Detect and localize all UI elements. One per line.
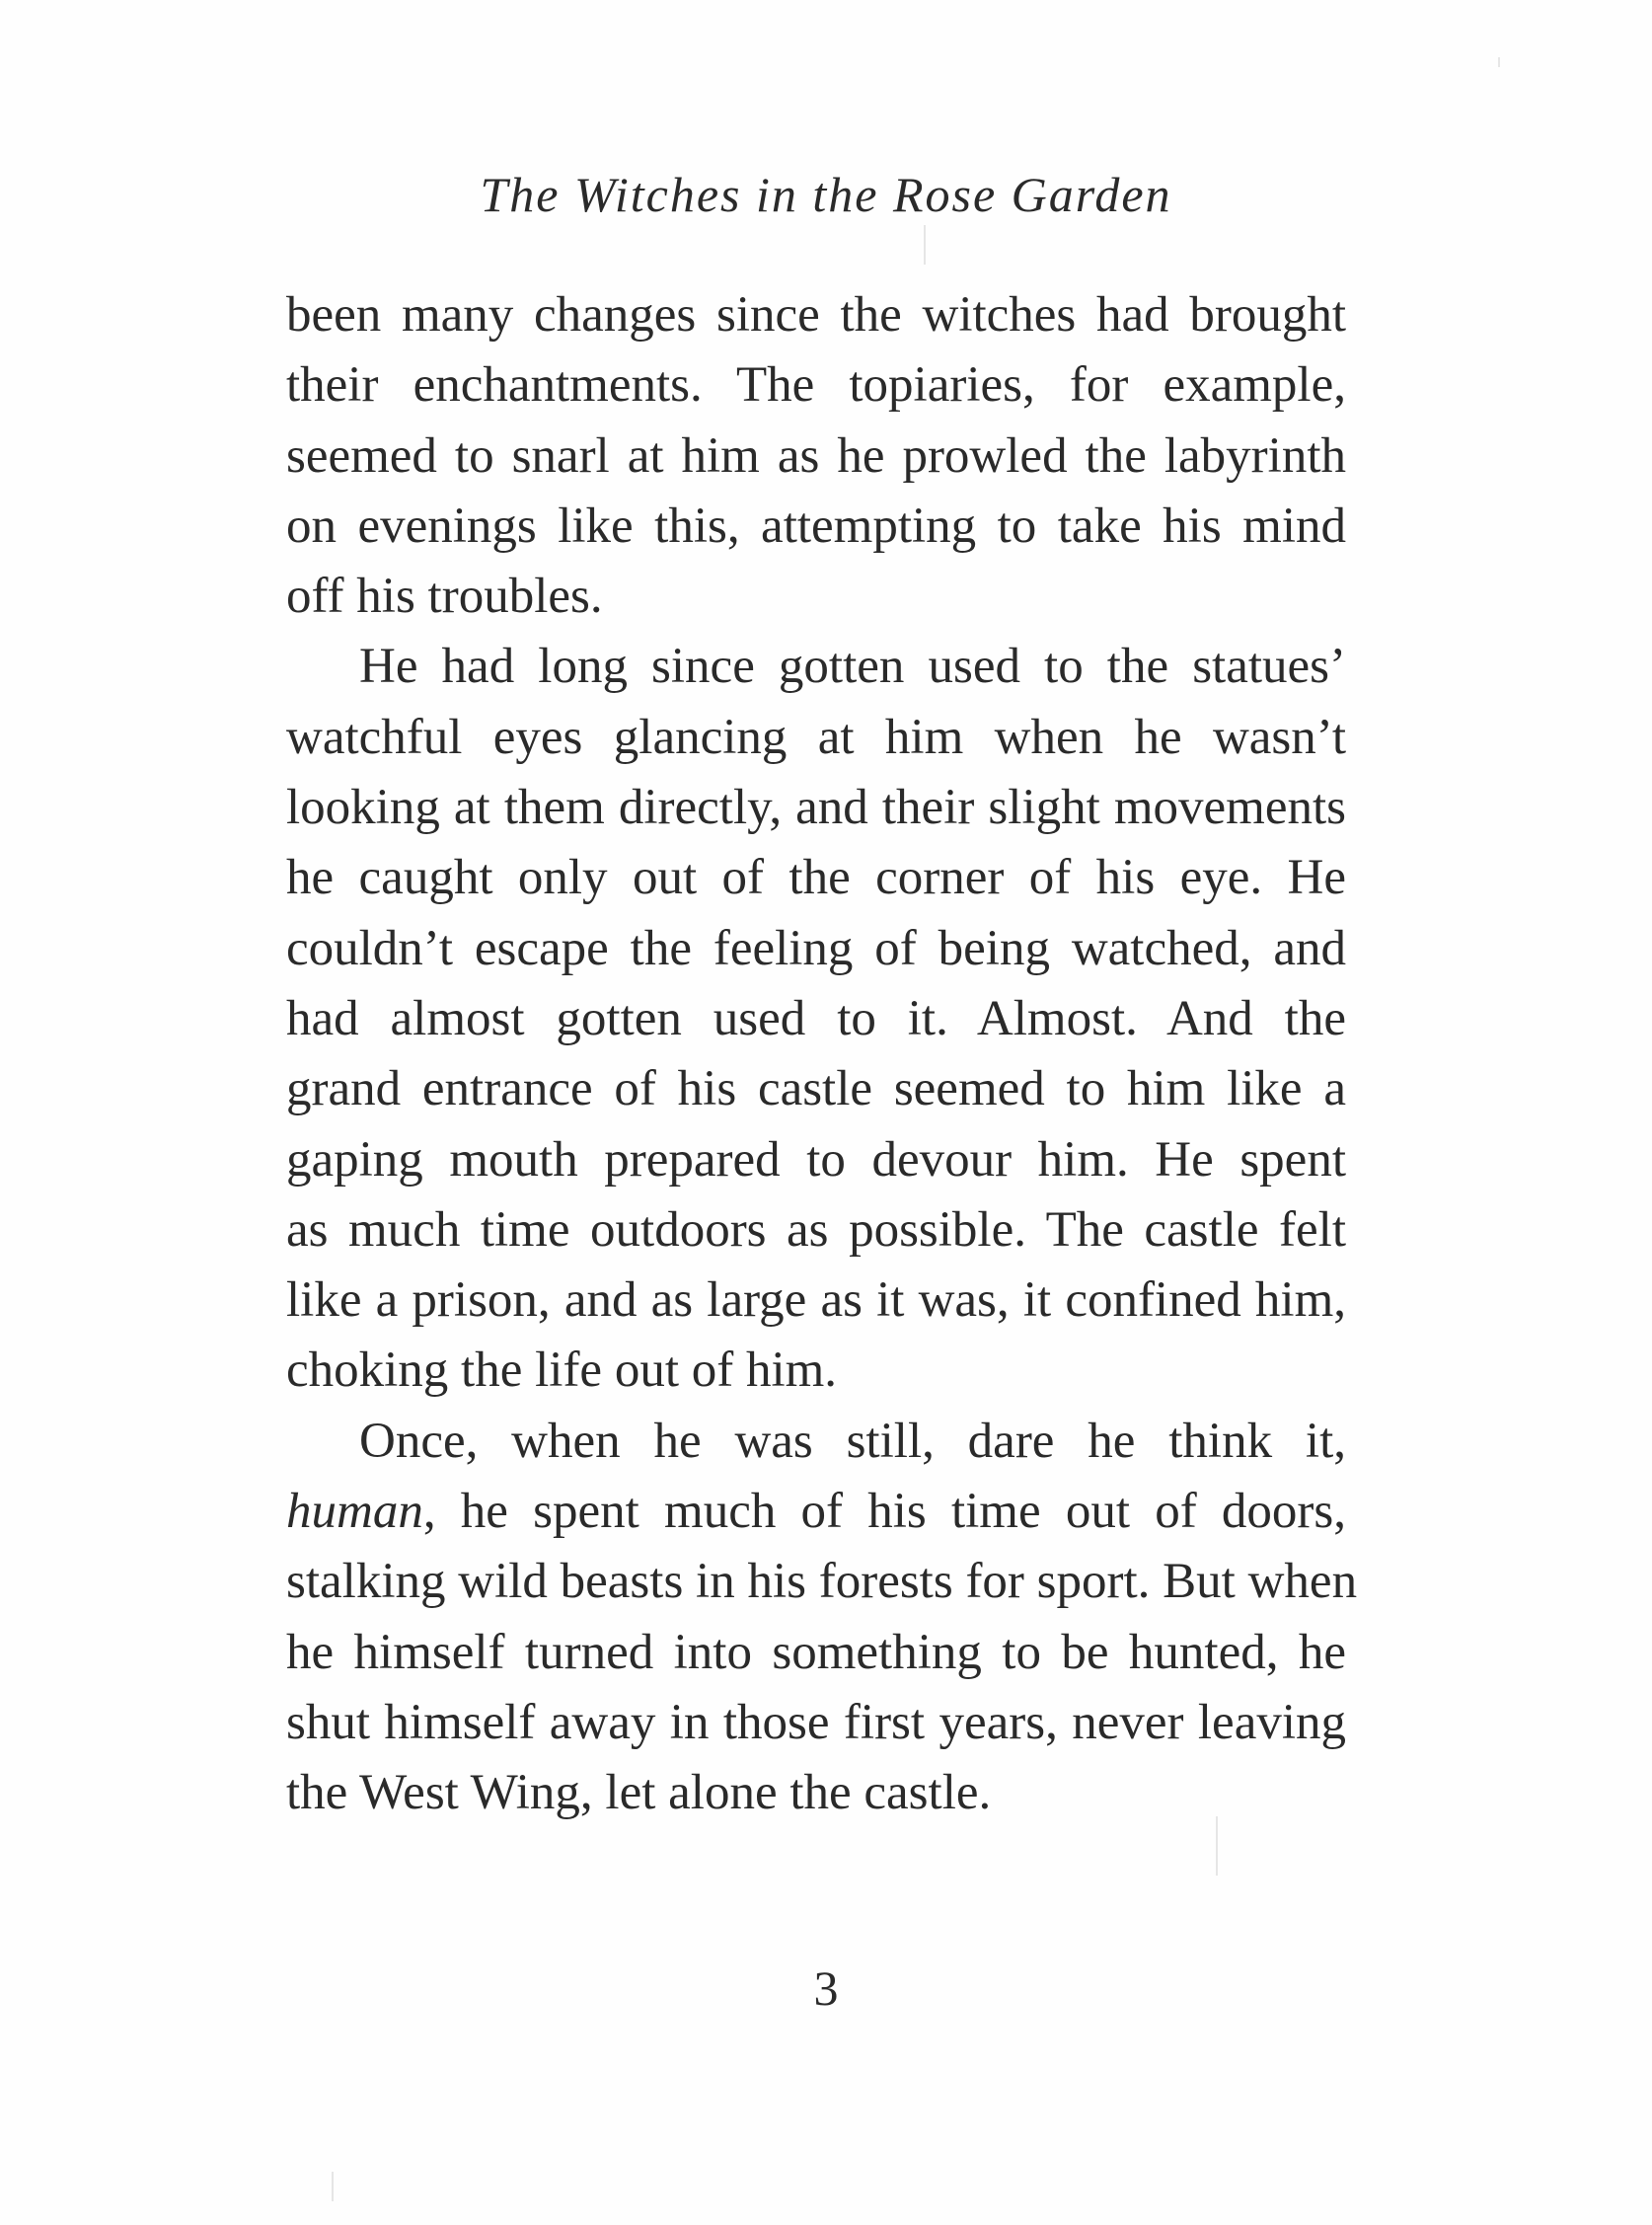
text-line: watchful eyes glancing at him when he wasn’t [286,709,1346,765]
text-line: the West Wing, let alone the castle. [286,1765,992,1821]
text-line: he himself turned into something to be hunted, he [286,1624,1346,1680]
text-line: on evenings like this, attempting to take his mind [286,498,1346,554]
text-line: he caught only out of the corner of his eye. He [286,850,1346,906]
text-line: Once, when he was still, dare he think it, [359,1413,1346,1469]
body-text [286,280,1358,1829]
text-line: gaping mouth prepared to devour him. He spent [286,1131,1346,1188]
text-line: off his troubles. [286,569,603,625]
text-line: seemed to snarl at him as he prowled the labyrinth [286,427,1346,484]
text-line: looking at them directly, and their slight movements [286,780,1346,836]
emphasis-human: human [286,1484,423,1540]
text-line: been many changes since the witches had brought [286,287,1346,343]
text-line: grand entrance of his castle seemed to him like a [286,1061,1346,1117]
text-line: choking the life out of him. [286,1343,838,1399]
text-line: stalking wild beasts in his forests for sport. But when [286,1554,1358,1610]
text-line: like a prison, and as large as it was, it confined him, [286,1272,1346,1329]
scan-speck [1498,57,1500,67]
running-head: The Witches in the Rose Garden [480,167,1172,222]
scan-speck [1216,1816,1218,1876]
text-line: as much time outdoors as possible. The castle felt [286,1201,1346,1258]
text-line: He had long since gotten used to the statues’ [359,639,1346,695]
text-line: couldn’t escape the feeling of being watched, and [286,920,1346,976]
text-line-rest: , he spent much of his time out of doors, [422,1484,1346,1540]
text-line: their enchantments. The topiaries, for example, [286,357,1346,414]
scan-speck [332,2172,334,2201]
text-line: shut himself away in those first years, never leaving [286,1694,1346,1750]
page-number: 3 [813,1960,839,2016]
scan-speck [924,225,926,265]
text-line: had almost gotten used to it. Almost. And the [286,990,1346,1046]
text-line-with-emphasis [286,1477,1346,1547]
